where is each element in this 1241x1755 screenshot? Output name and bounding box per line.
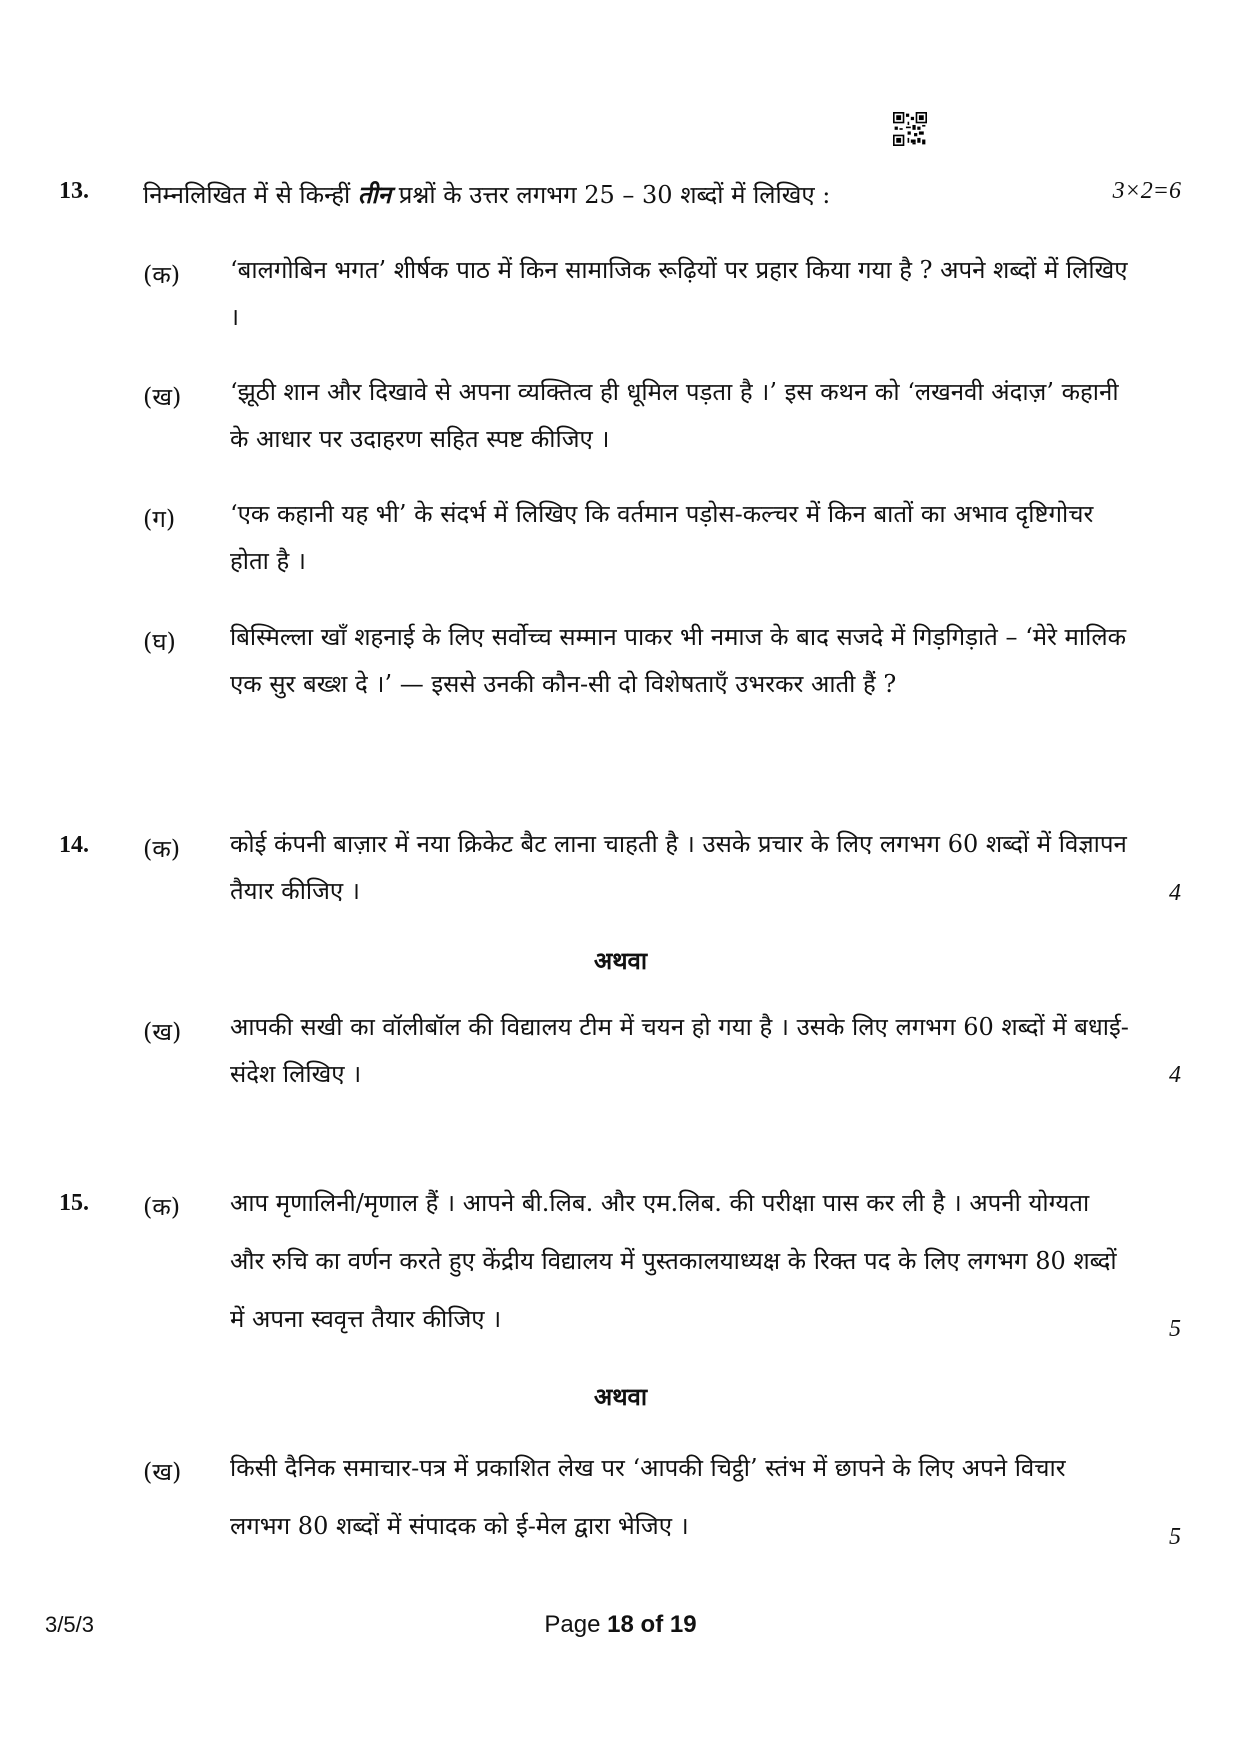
q15-part-a-text: आप मृणालिनी/मृणाल हैं । आपने बी.लिब. और एम.लिब. की परीक्षा पास कर ली है । अपनी योग्यता और रुचि का वर्णन करते हुए केंद्रीय विद्यालय में पुस्तकालयाध्यक्ष के रिक्त पद के लिए लगभग 80 शब्दों में अपना स्ववृत्त तैयार कीजिए । [230, 1189, 1117, 1333]
q13-part-label: (क) [143, 261, 181, 289]
q15-part-b-marks: 5 [1169, 1524, 1181, 1550]
instruction-post: प्रश्नों के उत्तर लगभग 25 – 30 शब्दों में लिखिए : [398, 181, 831, 209]
q13-part-label: (घ) [143, 628, 176, 656]
instruction-pre: निम्नलिखित में से किन्हीं [143, 181, 351, 209]
q13-part-text: बिस्मिल्ला खाँ शहनाई के लिए सर्वोच्च सम्मान पाकर भी नमाज के बाद सजदे में गिड़गिड़ाते – ‘मेरे मालिक एक सुर बख्श दे ।’ — इससे उनकी कौन-सी दो विशेषताएँ उभरकर आती हैं ? [230, 623, 1127, 698]
page-number [0, 1611, 1241, 1639]
or-separator: अथवा [593, 946, 648, 975]
question-13-number: 13. [59, 178, 89, 204]
question-13-marks: 3×2=6 [1112, 178, 1181, 204]
q15-part-a-label: (क) [143, 1193, 181, 1221]
q13-part-text: ‘बालगोबिन भगत’ शीर्षक पाठ में किन सामाजिक रूढ़ियों पर प्रहार किया गया है ? अपने शब्दों में लिखिए । [230, 256, 1128, 331]
q14-part-a-label: (क) [143, 835, 181, 863]
question-13-instruction [143, 178, 830, 211]
q14-part-a-marks: 4 [1169, 880, 1181, 906]
page-total: 19 [669, 1611, 697, 1638]
q13-part-label: (ग) [143, 505, 176, 533]
q13-part-text: ‘एक कहानी यह भी’ के संदर्भ में लिखिए कि वर्तमान पड़ोस-कल्चर में किन बातों का अभाव दृष्टिगोचर होता है । [230, 500, 1094, 575]
instruction-emphasis: तीन [357, 180, 392, 209]
or-separator: अथवा [593, 1382, 648, 1411]
page-of: of [640, 1611, 664, 1638]
qr-code-icon [893, 112, 927, 146]
q15-part-b-text: किसी दैनिक समाचार-पत्र में प्रकाशित लेख पर ‘आपकी चिट्ठी’ स्तंभ में छापने के लिए अपने विचार लगभग 80 शब्दों में संपादक को ई-मेल द्वारा भेजिए । [230, 1454, 1066, 1540]
q13-part-text: ‘झूठी शान और दिखावे से अपना व्यक्तित्व ही धूमिल पड़ता है ।’ इस कथन को ‘लखनवी अंदाज़’ कहानी के आधार पर उदाहरण सहित स्पष्ट कीजिए । [230, 378, 1119, 453]
q14-part-a-text: कोई कंपनी बाज़ार में नया क्रिकेट बैट लाना चाहती है । उसके प्रचार के लिए लगभग 60 शब्दों में विज्ञापन तैयार कीजिए । [230, 830, 1127, 905]
q14-part-b-text: आपकी सखी का वॉलीबॉल की विद्यालय टीम में चयन हो गया है । उसके लिए लगभग 60 शब्दों में बधाई-संदेश लिखिए । [230, 1013, 1129, 1088]
q15-part-a-marks: 5 [1169, 1316, 1181, 1342]
page-current: 18 [607, 1611, 634, 1638]
question-14-number: 14. [59, 832, 89, 858]
q14-part-b-marks: 4 [1169, 1062, 1181, 1088]
q13-part-label: (ख) [143, 383, 182, 411]
question-15-number: 15. [59, 1190, 89, 1216]
page-word: Page [544, 1611, 601, 1638]
q15-part-b-label: (ख) [143, 1458, 182, 1486]
q14-part-b-label: (ख) [143, 1018, 182, 1046]
paper-code: 3/5/3 [45, 1612, 94, 1637]
